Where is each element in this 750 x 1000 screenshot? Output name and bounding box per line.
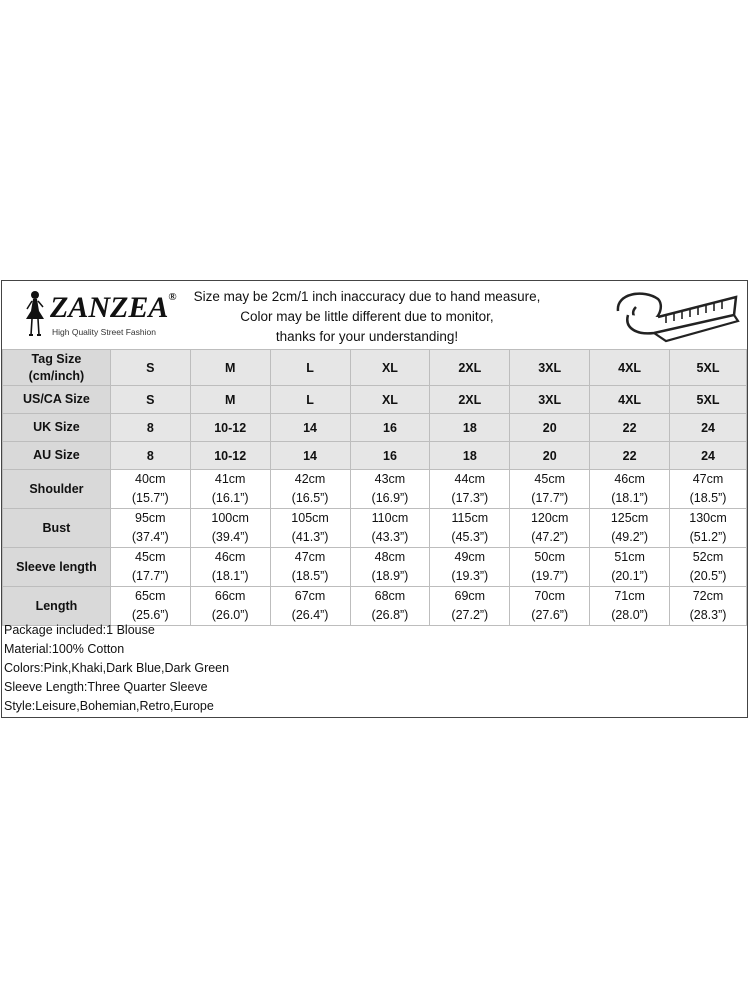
info-colors: Colors:Pink,Khaki,Dark Blue,Dark Green xyxy=(4,661,230,675)
size-cell: L xyxy=(270,386,350,414)
measure-cell xyxy=(270,587,350,626)
inch-value: (18.1”) xyxy=(611,491,649,505)
measure-cell xyxy=(430,509,510,548)
inch-value: (20.1”) xyxy=(611,569,649,583)
measure-row-label: Sleeve length xyxy=(3,548,111,587)
inch-value: (25.6”) xyxy=(131,608,169,622)
cm-value: 45cm xyxy=(135,550,166,564)
measure-cell xyxy=(670,470,747,509)
cm-value: 110cm xyxy=(371,511,409,525)
size-row xyxy=(3,442,747,470)
notice-line: Size may be 2cm/1 inch inaccuracy due to hand measure, xyxy=(193,289,541,304)
size-cell: 18 xyxy=(430,442,510,470)
size-cell: M xyxy=(190,350,270,386)
cm-value: 46cm xyxy=(614,472,645,486)
measure-cell xyxy=(590,509,670,548)
cm-value: 49cm xyxy=(454,550,486,564)
measure-cell xyxy=(590,548,670,587)
measure-cell xyxy=(190,587,270,626)
cm-value: 67cm xyxy=(294,589,326,603)
inch-value: (39.4”) xyxy=(211,530,249,544)
measure-cell xyxy=(350,587,430,626)
measure-cell xyxy=(350,470,430,509)
size-cell: 20 xyxy=(510,414,590,442)
inch-value: (18.9”) xyxy=(371,569,409,583)
notice-line: Color may be little different due to monitor, xyxy=(240,309,494,324)
inch-value: (41.3”) xyxy=(291,530,329,544)
measure-row xyxy=(3,470,747,509)
label-line: AU Size xyxy=(33,448,80,462)
size-cell: 3XL xyxy=(510,386,590,414)
cm-value: 41cm xyxy=(214,472,246,486)
cm-value: 47cm xyxy=(294,550,326,564)
inch-value: (17.3”) xyxy=(451,491,489,505)
cm-value: 48cm xyxy=(374,550,406,564)
measure-cell xyxy=(270,548,350,587)
measure-cell xyxy=(430,548,510,587)
size-cell: 8 xyxy=(110,442,190,470)
woman-silhouette-icon xyxy=(24,289,46,339)
size-cell: S xyxy=(110,350,190,386)
inch-value: (17.7”) xyxy=(531,491,569,505)
size-cell: M xyxy=(190,386,270,414)
measure-row xyxy=(3,548,747,587)
cm-value: 130cm xyxy=(689,511,727,525)
inch-value: (20.5”) xyxy=(689,569,727,583)
cm-value: 70cm xyxy=(534,589,565,603)
cm-value: 44cm xyxy=(454,472,486,486)
size-cell: 24 xyxy=(670,442,747,470)
inch-value: (16.1”) xyxy=(211,491,249,505)
measure-cell xyxy=(510,470,590,509)
label-line: US/CA Size xyxy=(22,392,90,406)
size-cell: 10-12 xyxy=(190,442,270,470)
measure-cell xyxy=(110,548,190,587)
brand-tagline: High Quality Street Fashion xyxy=(52,327,156,337)
size-row xyxy=(3,386,747,414)
cm-value: 69cm xyxy=(454,589,486,603)
size-chart xyxy=(1,280,748,718)
measure-cell xyxy=(430,470,510,509)
cm-value: 65cm xyxy=(135,589,166,603)
size-row-label xyxy=(3,386,111,414)
cm-value: 72cm xyxy=(692,589,724,603)
inch-value: (27.6”) xyxy=(531,608,569,622)
info-sleeve-length: Sleeve Length:Three Quarter Sleeve xyxy=(4,680,208,694)
inch-value: (19.7”) xyxy=(531,569,569,583)
measure-cell xyxy=(110,509,190,548)
cm-value: 115cm xyxy=(451,511,489,525)
inch-value: (28.3”) xyxy=(689,608,727,622)
cm-value: 100cm xyxy=(211,511,249,525)
size-cell: 2XL xyxy=(430,386,510,414)
size-row-label xyxy=(3,442,111,470)
info-style: Style:Leisure,Bohemian,Retro,Europe xyxy=(4,699,214,713)
inch-value: (45.3”) xyxy=(451,530,489,544)
inch-value: (27.2”) xyxy=(451,608,489,622)
inch-value: (37.4”) xyxy=(131,530,169,544)
cm-value: 51cm xyxy=(614,550,645,564)
measure-cell xyxy=(670,509,747,548)
measure-cell xyxy=(590,470,670,509)
size-row-label xyxy=(3,414,111,442)
measure-cell xyxy=(190,509,270,548)
measure-cell xyxy=(670,548,747,587)
cm-value: 95cm xyxy=(135,511,166,525)
inch-value: (18.5”) xyxy=(689,491,727,505)
size-cell: 14 xyxy=(270,442,350,470)
measure-row xyxy=(3,587,747,626)
cm-value: 40cm xyxy=(135,472,166,486)
measure-cell xyxy=(190,470,270,509)
cm-value: 71cm xyxy=(614,589,645,603)
size-cell: S xyxy=(110,386,190,414)
inch-value: (16.9”) xyxy=(371,491,409,505)
cm-value: 66cm xyxy=(214,589,246,603)
info-material: Material:100% Cotton xyxy=(4,642,125,656)
measure-cell xyxy=(510,587,590,626)
size-cell: 4XL xyxy=(590,350,670,386)
inch-value: (26.4”) xyxy=(291,608,329,622)
product-info xyxy=(4,621,229,716)
size-table xyxy=(2,349,747,626)
measure-cell xyxy=(270,509,350,548)
label-line: UK Size xyxy=(33,420,80,434)
size-cell: 14 xyxy=(270,414,350,442)
size-cell: XL xyxy=(350,386,430,414)
info-package: Package included:1 Blouse xyxy=(4,623,155,637)
size-cell: 2XL xyxy=(430,350,510,386)
cm-value: 47cm xyxy=(692,472,724,486)
inch-value: (19.3”) xyxy=(451,569,489,583)
measure-cell xyxy=(670,587,747,626)
size-cell: 16 xyxy=(350,414,430,442)
brand-logo xyxy=(24,287,184,345)
inch-value: (51.2”) xyxy=(689,530,727,544)
brand-name: ZANZEA® xyxy=(50,291,177,324)
size-cell: 8 xyxy=(110,414,190,442)
measure-cell xyxy=(110,470,190,509)
label-line: Tag Size xyxy=(31,351,82,366)
inch-value: (18.5”) xyxy=(291,569,329,583)
size-cell: 4XL xyxy=(590,386,670,414)
cm-value: 68cm xyxy=(374,589,406,603)
inch-value: (15.7”) xyxy=(131,491,169,505)
inch-value: (47.2”) xyxy=(531,530,569,544)
cm-value: 45cm xyxy=(534,472,565,486)
measuring-tape-icon xyxy=(614,285,744,347)
measure-row xyxy=(3,509,747,548)
inch-value: (28.0”) xyxy=(611,608,649,622)
size-cell: 22 xyxy=(590,442,670,470)
measure-cell xyxy=(350,509,430,548)
cm-value: 43cm xyxy=(374,472,406,486)
size-cell: 20 xyxy=(510,442,590,470)
inch-value: (18.1”) xyxy=(211,569,249,583)
measure-cell xyxy=(110,587,190,626)
size-cell: L xyxy=(270,350,350,386)
inch-value: (16.5”) xyxy=(291,491,329,505)
label-line: (cm/inch) xyxy=(28,368,85,383)
size-row xyxy=(3,350,747,386)
size-row-label xyxy=(3,350,111,386)
size-cell: 10-12 xyxy=(190,414,270,442)
inch-value: (26.0”) xyxy=(211,608,249,622)
measure-row-label: Length xyxy=(3,587,111,626)
size-cell: XL xyxy=(350,350,430,386)
size-cell: 22 xyxy=(590,414,670,442)
size-cell: 5XL xyxy=(670,350,747,386)
cm-value: 46cm xyxy=(214,550,246,564)
chart-header xyxy=(2,281,747,349)
size-cell: 16 xyxy=(350,442,430,470)
size-notice xyxy=(192,287,542,347)
measure-row-label: Shoulder xyxy=(3,470,111,509)
inch-value: (43.3”) xyxy=(371,530,409,544)
size-cell: 18 xyxy=(430,414,510,442)
measure-cell xyxy=(270,470,350,509)
measure-cell xyxy=(350,548,430,587)
cm-value: 105cm xyxy=(291,511,329,525)
size-cell: 24 xyxy=(670,414,747,442)
inch-value: (17.7”) xyxy=(131,569,169,583)
measure-cell xyxy=(190,548,270,587)
notice-line: thanks for your understanding! xyxy=(275,329,459,344)
inch-value: (26.8”) xyxy=(371,608,409,622)
measure-cell xyxy=(510,509,590,548)
measure-cell xyxy=(430,587,510,626)
cm-value: 52cm xyxy=(692,550,724,564)
measure-cell xyxy=(510,548,590,587)
size-cell: 5XL xyxy=(670,386,747,414)
measure-cell xyxy=(590,587,670,626)
measure-row-label: Bust xyxy=(3,509,111,548)
inch-value: (49.2”) xyxy=(611,530,649,544)
cm-value: 42cm xyxy=(294,472,326,486)
cm-value: 50cm xyxy=(534,550,565,564)
size-row xyxy=(3,414,747,442)
size-cell: 3XL xyxy=(510,350,590,386)
cm-value: 125cm xyxy=(610,511,649,525)
cm-value: 120cm xyxy=(530,511,569,525)
